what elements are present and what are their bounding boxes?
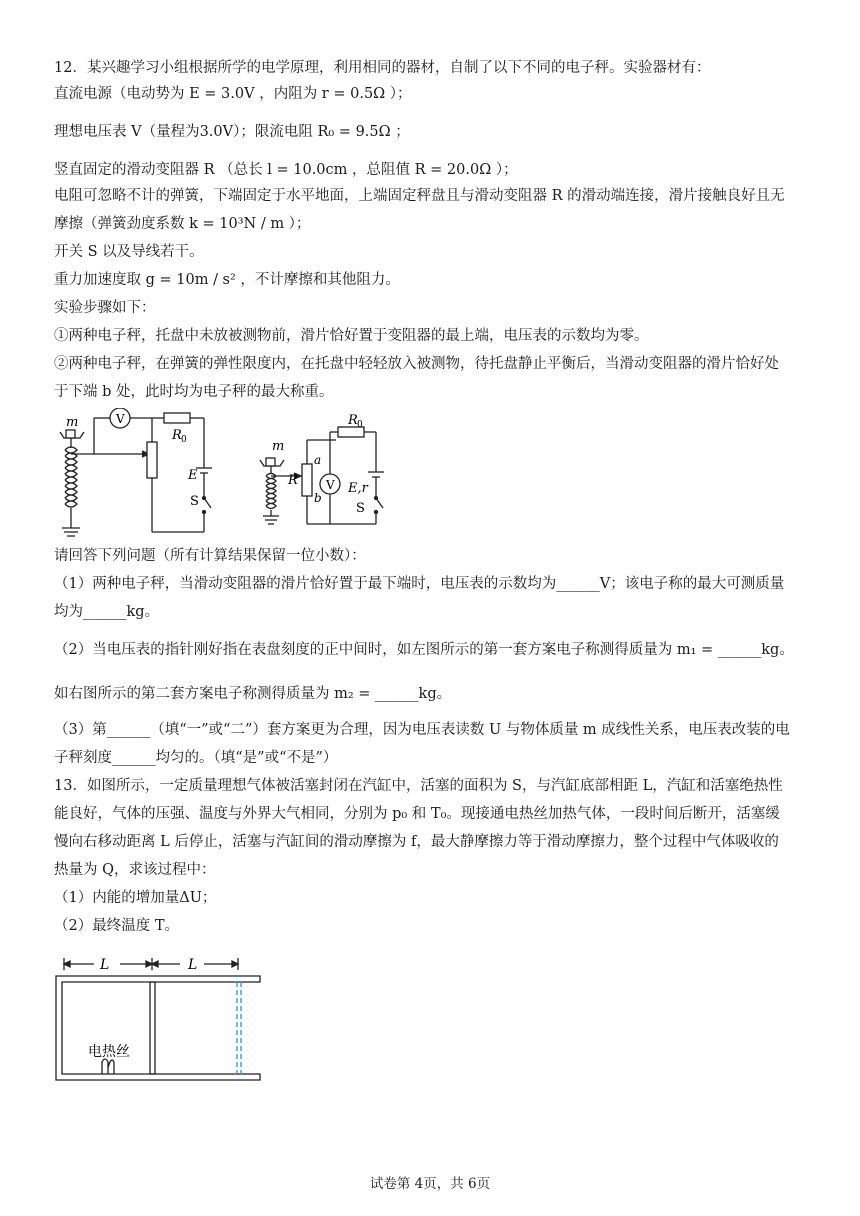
q12-line-10: ①两种电子秤，托盘中未放被测物前，滑片恰好置于变阻器的最上端，电压表的示数均为零。 — [54, 328, 649, 344]
label-a: a — [314, 453, 322, 467]
q13-line-3: 慢向右移动距离 L 后停止，活塞与汽缸间的滑动摩擦为 f，最大静摩擦力等于滑动摩擦力，整个过程中气体吸收的 — [54, 834, 779, 850]
q12-part3-a: （3）第______（填“一”或“二”）套方案更为合理，因为电压表读数 U 与物体质量 m 成线性关系，电压表改装的电 — [54, 722, 790, 738]
q12-line-6: 摩擦（弹簧劲度系数 k = 10³N / m ）； — [54, 216, 311, 232]
label-voltmeter-right: V — [326, 478, 335, 492]
circuit-diagram-right — [258, 412, 388, 528]
q12-line-9: 实验步骤如下： — [54, 300, 156, 316]
q12-part2-a: （2）当电压表的指针刚好指在表盘刻度的正中间时，如左图所示的第一套方案电子称测得质量为 m₁ = ______kg。 — [54, 642, 794, 658]
label-r-right: R — [288, 473, 298, 488]
q13-line-2: 能良好，气体的压强、温度与外界大气相同，分别为 p₀ 和 T₀。现接通电热丝加热气体，一段时间后断开，活塞缓 — [54, 806, 780, 822]
label-s: S — [190, 494, 199, 509]
q13-line-4: 热量为 Q，求该过程中： — [54, 862, 216, 878]
q12-line-12: 于下端 b 处，此时均为电子秤的最大称重。 — [54, 384, 334, 400]
label-b: b — [314, 491, 322, 505]
q12-part3-b: 子秤刻度______均匀的。（填“是”或“不是”） — [54, 750, 338, 766]
q13-line-1: 13．如图所示，一定质量理想气体被活塞封闭在汽缸中，活塞的面积为 S，与汽缸底部相距 L，汽缸和活塞绝热性 — [54, 778, 783, 794]
q12-line-4: 竖直固定的滑动变阻器 R （总长 l = 10.0cm ，总阻值 R = 20.0Ω ）； — [54, 162, 518, 178]
cylinder-diagram — [54, 950, 269, 1085]
q12-line-8: 重力加速度取 g = 10m / s² ，不计摩擦和其他阻力。 — [54, 272, 400, 288]
label-r0-sub: 0 — [181, 435, 187, 445]
label-l-2: L — [188, 957, 198, 973]
label-l-1: L — [100, 957, 110, 973]
q12-line-1: 12．某兴趣学习小组根据所学的电学原理，利用相同的器材，自制了以下不同的电子秤。实验器材有： — [54, 60, 711, 76]
label-s-right: S — [356, 501, 365, 516]
q12-line-7: 开关 S 以及导线若干。 — [54, 244, 204, 260]
label-voltmeter: V — [116, 412, 125, 426]
q12-part1-b: 均为______kg。 — [54, 604, 160, 620]
label-r0: R — [172, 428, 182, 443]
q12-line-11: ②两种电子秤，在弹簧的弹性限度内，在托盘中轻轻放入被测物，待托盘静止平衡后，当滑动变阻器的滑片恰好处 — [54, 356, 779, 372]
label-e: E — [188, 468, 198, 483]
page-footer: 试卷第 4页，共 6页 — [369, 1176, 491, 1192]
q13-part2: （2）最终温度 T。 — [54, 918, 180, 934]
label-heater: 电热丝 — [88, 1044, 130, 1060]
label-er: E,r — [348, 481, 368, 496]
label-m-right: m — [272, 439, 285, 454]
q12-line-2: 直流电源（电动势为 E = 3.0V ，内阻为 r = 0.5Ω ）； — [54, 86, 412, 102]
q12-part2-b: 如右图所示的第二套方案电子称测得质量为 m₂ = ______kg。 — [54, 686, 452, 702]
q12-prompt: 请回答下列问题（所有计算结果保留一位小数）： — [54, 548, 366, 564]
label-r0-right-sub: 0 — [357, 420, 363, 430]
circuit-diagram-left — [54, 408, 234, 544]
label-m: m — [66, 415, 79, 430]
q12-line-5: 电阻可忽略不计的弹簧，下端固定于水平地面，上端固定秤盘且与滑动变阻器 R 的滑动端连接，滑片接触良好且无 — [54, 188, 785, 204]
label-r0-right: R — [348, 413, 358, 428]
q12-line-3: 理想电压表 V（量程为3.0V）；限流电阻 R₀ = 9.5Ω ； — [54, 124, 410, 140]
q13-part1: （1）内能的增加量ΔU； — [54, 890, 217, 906]
q12-part1-a: （1）两种电子秤，当滑动变阻器的滑片恰好置于最下端时，电压表的示数均为______V；该电子称的最大可测质量 — [54, 576, 785, 592]
